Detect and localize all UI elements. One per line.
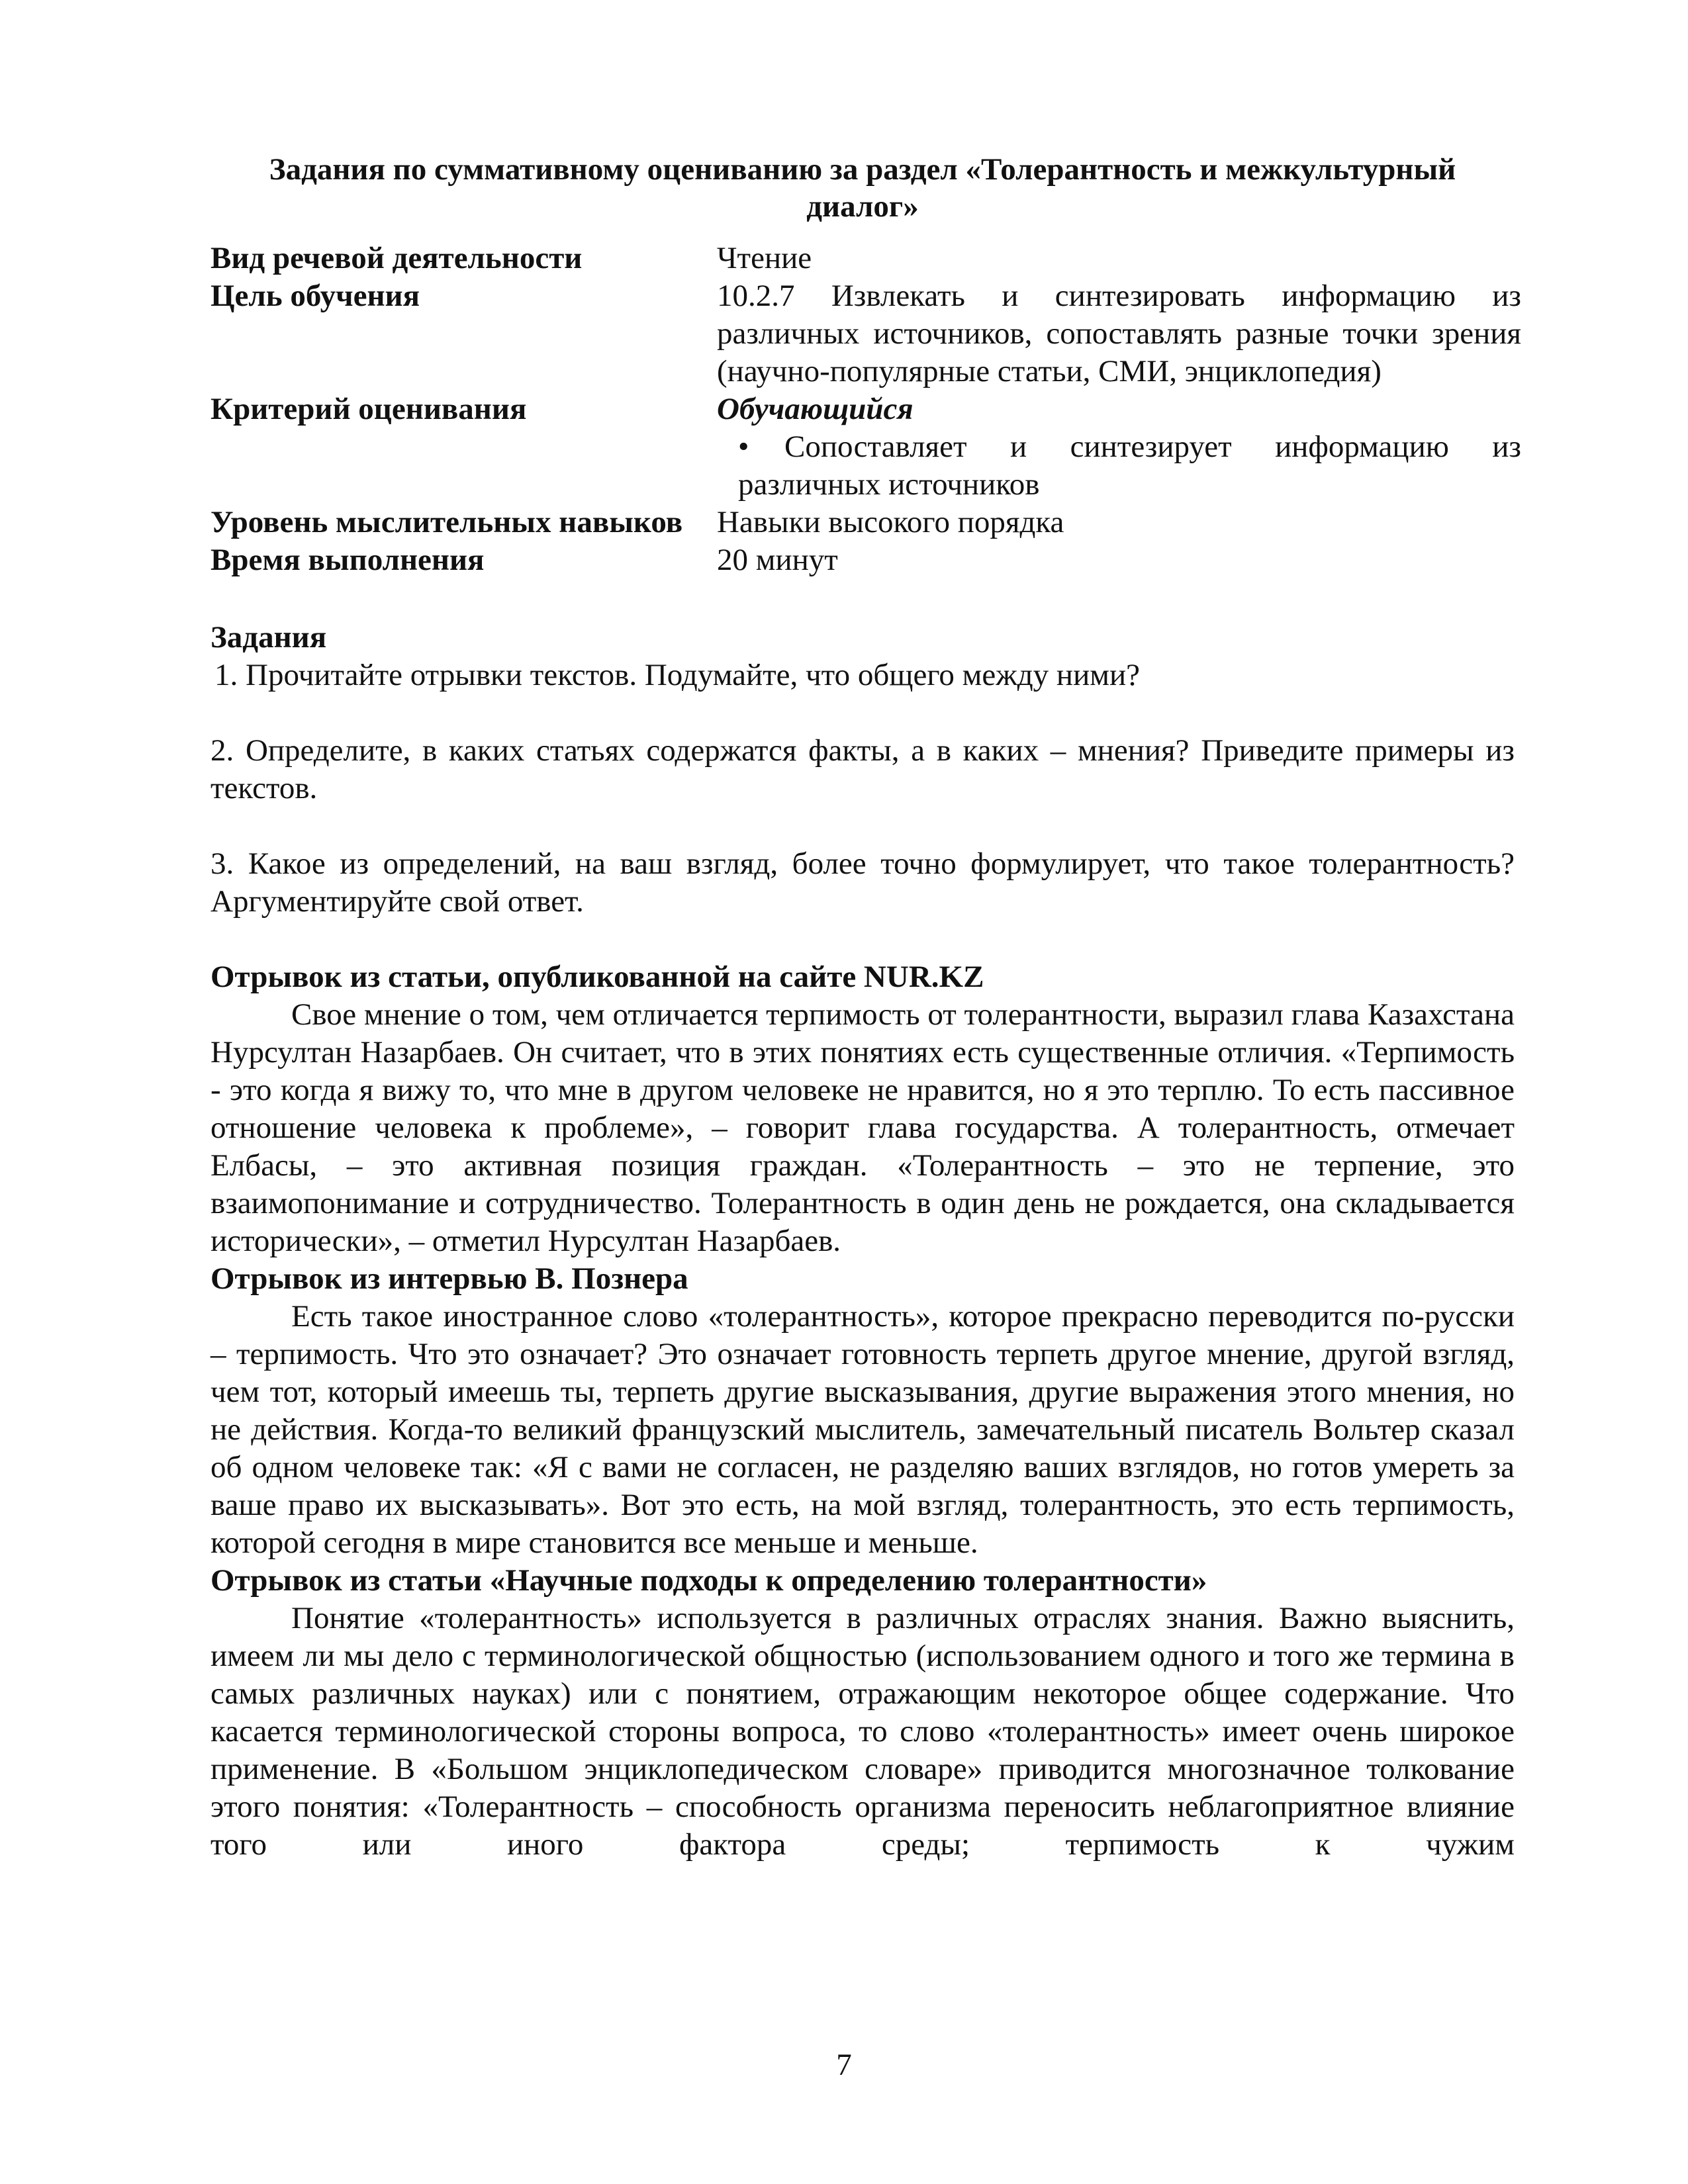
criterion-label: Критерий оценивания: [211, 392, 527, 426]
title-line-2: диалог»: [806, 189, 919, 224]
criterion-cell: [717, 390, 1521, 504]
title-line-1: Задания по суммативному оцениванию за раздел «Толерантность и межкультурный: [269, 152, 1456, 187]
document-title: [211, 151, 1515, 225]
goal-row: [211, 277, 1521, 390]
assessment-info-table: [211, 240, 1521, 579]
page-number: 7: [836, 2048, 852, 2082]
level-row: [211, 504, 1521, 541]
excerpt-1-text: Свое мнение о том, чем отличается терпимость от толерантности, выразил глава Казахстана Нурсултан Назарбаев. Он считает, что в этих понятиях есть существенные отличия. «Терпимость - это когда я вижу то, что мне в другом человеке не нравится, но я это терплю. То есть пассивное отношение человека к проблеме», – говорит глава государства. А толерантность, отмечает Елбасы, – это активная позиция граждан. «Толерантность – это не терпение, это взаимопонимание и сотрудничество. Толерантность в один день не рождается, она складывается исторически», – отметил Нурсултан Назарбаев.: [211, 997, 1515, 1258]
activity-row: [211, 240, 1521, 277]
task-1: 1. Прочитайте отрывки текстов. Подумайте, что общего между ними?: [214, 658, 1140, 692]
level-label: Уровень мыслительных навыков: [211, 505, 683, 539]
tasks-heading: Задания: [211, 620, 327, 655]
time-label: Время выполнения: [211, 543, 485, 577]
document-page: [211, 151, 1521, 1864]
goal-value: 10.2.7 Извлекать и синтезировать информацию из различных источников, сопоставлять разные точки зрения (научно-популярные статьи, СМИ, энциклопедия): [717, 279, 1521, 388]
time-value: 20 минут: [717, 543, 838, 577]
excerpt-1-heading: Отрывок из статьи, опубликованной на сайте NUR.KZ: [211, 960, 984, 994]
criterion-subject: Обучающийся: [717, 392, 914, 426]
activity-value: Чтение: [717, 241, 812, 275]
level-value: Навыки высокого порядка: [717, 505, 1064, 539]
activity-label: Вид речевой деятельности: [211, 241, 583, 275]
excerpt-3-text: Понятие «толерантность» используется в различных отраслях знания. Важно выяснить, имеем ли мы дело с терминологической общностью (использованием одного и того же термина в самых различных науках) или с понятием, отражающим некоторое общее содержание. Что касается терминологической стороны вопроса, то слово «толерантность» имеет очень широкое применение. В «Большом энциклопедическом словаре» приводится многозначное толкование этого понятия: «Толерантность – способность организма переносить неблагоприятное влияние того или иного фактора среды; терпимость к чужим: [211, 1601, 1515, 1862]
task-2: 2. Определите, в каких статьях содержатся факты, а в каких – мнения? Приведите примеры из текстов.: [211, 733, 1515, 805]
criterion-bullet-item: [717, 428, 1521, 504]
task-3: 3. Какое из определений, на ваш взгляд, более точно формулирует, что такое толерантность? Аргументируйте свой ответ.: [211, 846, 1515, 919]
excerpt-3-heading: Отрывок из статьи «Научные подходы к определению толерантности»: [211, 1563, 1207, 1598]
excerpt-2-heading: Отрывок из интервью В. Познера: [211, 1261, 688, 1296]
time-row: [211, 541, 1521, 579]
excerpt-2-text: Есть такое иностранное слово «толерантность», которое прекрасно переводится по-русски – терпимость. Что это означает? Это означает готовность терпеть другое мнение, другой взгляд, чем тот, который имеешь ты, терпеть другие высказывания, другие выражения этого мнения, но не действия. Когда-то великий французский мыслитель, замечательный писатель Вольтер сказал об одном человеке так: «Я с вами не согласен, не разделяю ваших взглядов, но готов умереть за ваше право их высказывать». Вот это есть, на мой взгляд, толерантность, это есть терпимость, которой сегодня в мире становится все меньше и меньше.: [211, 1299, 1515, 1560]
criterion-row: [211, 390, 1521, 504]
criterion-bullet-text: Сопоставляет и синтезирует информацию из различных источников: [738, 430, 1521, 502]
bullet-icon: •: [738, 430, 749, 464]
goal-label: Цель обучения: [211, 279, 420, 313]
